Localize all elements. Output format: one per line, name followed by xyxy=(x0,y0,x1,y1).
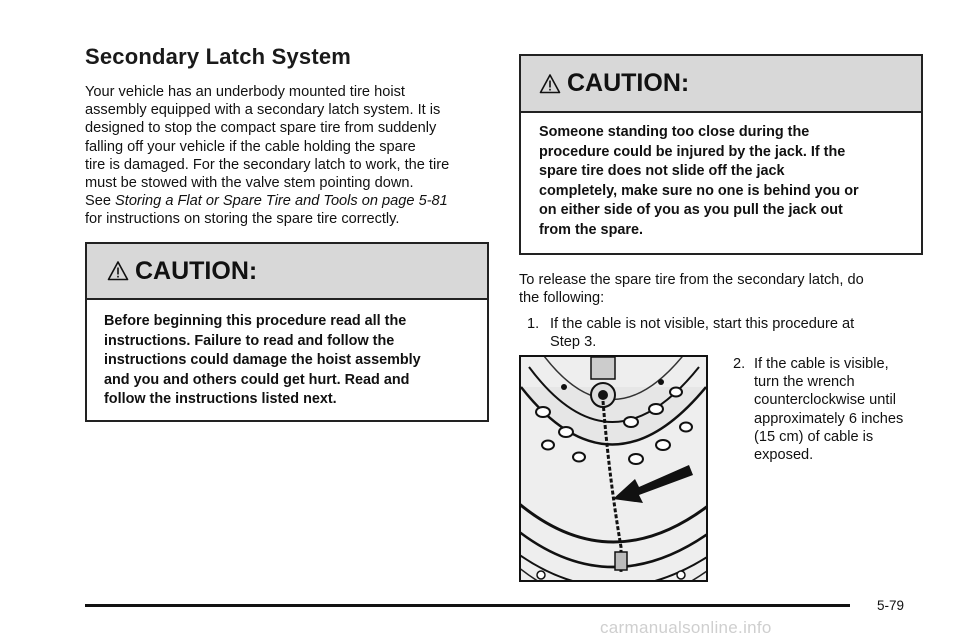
watermark: carmanualsonline.info xyxy=(600,618,772,637)
caution-line: instructions could damage the hoist assembly xyxy=(104,352,421,369)
step-1 xyxy=(527,315,922,351)
step-line: turn the wrench xyxy=(754,374,855,391)
caution-line: follow the instructions listed next. xyxy=(104,391,337,408)
intro-line: falling off your vehicle if the cable holding the spare xyxy=(85,138,416,155)
spare-tire-latch-illustration xyxy=(519,355,708,582)
footer-rule xyxy=(85,604,850,607)
release-line: the following: xyxy=(519,290,605,307)
step-line: If the cable is visible, xyxy=(754,356,889,372)
caution-box-hoist xyxy=(85,242,489,422)
caution-text xyxy=(87,300,487,410)
caution-box-jack xyxy=(519,54,923,255)
intro-line: assembly equipped with a secondary latch system. It is xyxy=(85,102,441,119)
intro-line: Your vehicle has an underbody mounted tire hoist xyxy=(85,84,405,100)
step-line: approximately 6 inches xyxy=(754,410,904,427)
section-title: Secondary Latch System xyxy=(85,44,352,69)
see-prefix: See xyxy=(85,193,116,210)
caution-heading: CAUTION: xyxy=(567,69,690,97)
caution-line: and you and others could get hurt. Read and xyxy=(104,371,410,388)
step-number: 1. xyxy=(527,316,540,332)
intro-line: must be stowed with the valve stem pointing down. xyxy=(85,175,414,192)
intro-line: tire is damaged. For the secondary latch to work, the tire xyxy=(85,156,450,173)
cross-reference-link[interactable]: Storing a Flat or Spare Tire and Tools on page 5-81 xyxy=(115,193,448,210)
caution-heading: CAUTION: xyxy=(135,256,258,285)
caution-line: on either side of you as you pull the jack out xyxy=(539,202,843,219)
tire-diagram xyxy=(521,357,706,580)
intro-line: designed to stop the compact spare tire from suddenly xyxy=(85,120,437,137)
caution-line: instructions. Failure to read and follow the xyxy=(104,332,395,349)
caution-text xyxy=(521,113,921,241)
step-line: If the cable is not visible, start this procedure at xyxy=(550,316,855,332)
intro-line: for instructions on storing the spare tire correctly. xyxy=(85,211,400,228)
step-line: counterclockwise until xyxy=(754,392,896,409)
warning-triangle-icon xyxy=(539,73,561,95)
step-number: 2. xyxy=(733,356,746,372)
step-2 xyxy=(733,355,928,464)
caution-line: procedure could be injured by the jack. If the xyxy=(539,143,846,160)
step-line: Step 3. xyxy=(550,334,597,351)
warning-triangle-icon xyxy=(107,260,129,282)
caution-line: spare tire does not slide off the jack xyxy=(539,163,785,180)
release-instructions xyxy=(519,271,924,307)
caution-line: from the spare. xyxy=(539,221,643,238)
caution-header xyxy=(87,244,487,300)
caution-line: Someone standing too close during the xyxy=(539,124,810,140)
release-line: To release the spare tire from the secondary latch, do xyxy=(519,272,864,288)
step-line: exposed. xyxy=(754,447,814,464)
page-number: 5-79 xyxy=(877,598,905,613)
step-line: (15 cm) of cable is xyxy=(754,428,874,445)
intro-paragraph xyxy=(85,83,495,229)
see-reference xyxy=(85,192,495,210)
caution-line: completely, make sure no one is behind you or xyxy=(539,182,859,199)
caution-line: Before beginning this procedure read all the xyxy=(104,313,407,329)
caution-header xyxy=(521,56,921,113)
